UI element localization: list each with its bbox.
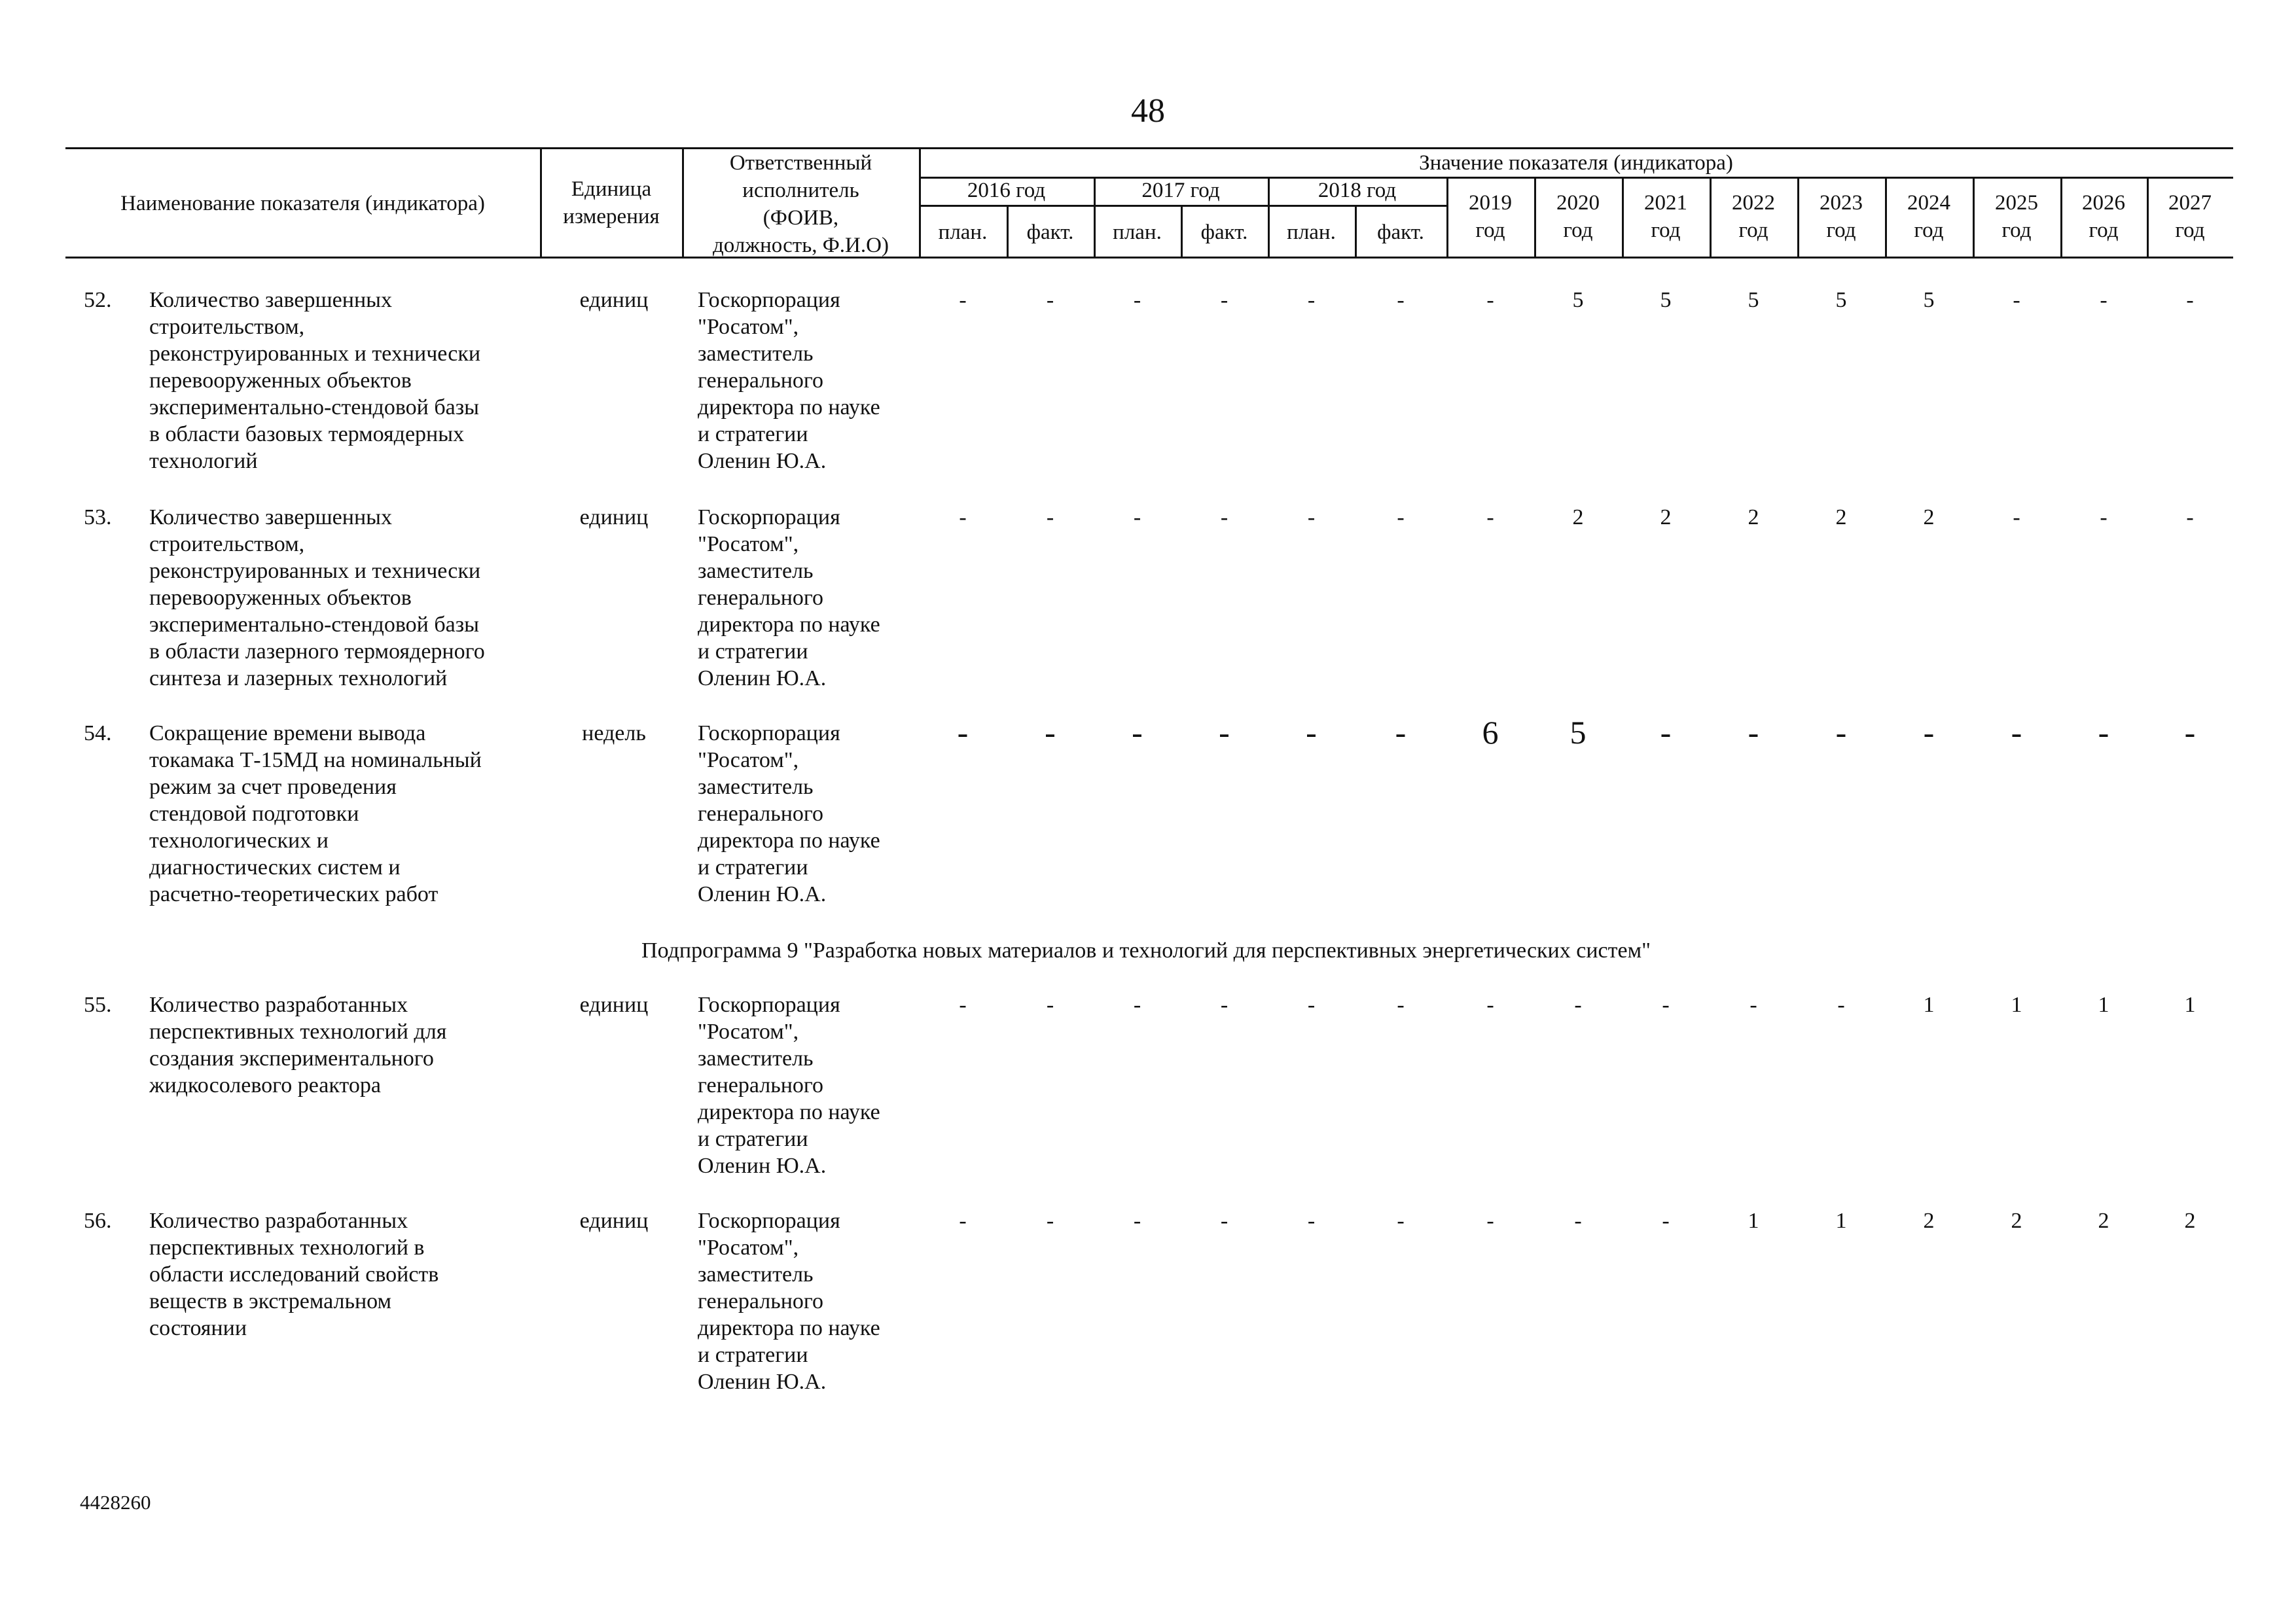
value-cell: - [1397,505,1405,529]
value-cell: 1 [1748,1209,1759,1233]
value-cell: 5 [1923,288,1935,312]
header-year-number: 2024 [1907,191,1950,215]
value-cell: - [2013,505,2020,529]
value-cell: - [1397,288,1405,312]
value-cell: - [1046,993,1054,1017]
header-year-number: 2025 [1995,191,2038,215]
row-number: 52. [84,288,112,312]
value-cell: - [2184,714,2196,751]
header-year-2026 [2060,189,2147,244]
indicator-name: Количество разработанных перспективных технологий для создания экспериментального жидкосолевого реактора [149,993,447,1097]
unit-of-measure: единиц [579,1209,649,1233]
value-cell: 5 [1835,288,1847,312]
header-executor-line: должность, Ф.И.О) [713,234,889,257]
row-number: 56. [84,1209,112,1233]
responsible-executor: Госкорпорация "Росатом", заместитель генерального директора по науке и стратегии Оленин Ю.А. [698,721,880,906]
value-cell: - [1307,288,1316,312]
row-number: 54. [84,721,112,745]
header-year-word: год [2001,219,2032,242]
header-year-number: 2022 [1732,191,1775,215]
header-bottom-rule [65,257,2233,259]
value-cell: - [1219,714,1230,751]
value-cell: - [1486,1209,1494,1233]
value-cell: 2 [1923,1209,1935,1233]
value-cell: - [959,993,967,1017]
header-year-2023 [1797,189,1885,244]
header-year-word: год [1563,219,1593,242]
value-cell: - [957,714,969,751]
page-number: 48 [1131,92,1165,130]
value-cell: - [2186,288,2194,312]
value-cell: - [2186,505,2194,529]
value-cell: - [2098,714,2109,751]
header-unit-line: Единица [571,177,652,201]
value-cell: - [1132,714,1143,751]
value-cell: - [1220,288,1229,312]
value-cell: - [1397,1209,1405,1233]
value-cell: - [1133,993,1141,1017]
unit-of-measure: единиц [579,993,649,1017]
value-cell: 2 [1748,505,1759,529]
value-cell: - [1046,1209,1054,1233]
header-year-2020 [1534,189,1622,244]
header-name-col: Наименование показателя (индикатора) [120,192,485,215]
header-year-2022 [1710,189,1797,244]
header-plan: план. [938,221,988,244]
value-cell: 1 [1923,993,1935,1017]
responsible-executor: Госкорпорация "Росатом", заместитель генерального директора по науке и стратегии Оленин Ю.А. [698,993,880,1178]
value-cell: 5 [1572,288,1584,312]
header-values-group: Значение показателя (индикатора) [1419,151,1733,175]
header-year-2027 [2147,189,2233,244]
header-year-2019 [1446,189,1534,244]
value-cell: - [1307,993,1316,1017]
header-year-number: 2021 [1644,191,1687,215]
subprogram-heading [0,937,2296,964]
value-cell: - [1045,714,1056,751]
unit-of-measure: единиц [579,288,649,312]
responsible-executor: Госкорпорация "Росатом", заместитель генерального директора по науке и стратегии Оленин Ю.А. [698,288,880,473]
value-cell: - [1307,505,1316,529]
responsible-executor: Госкорпорация "Росатом", заместитель генерального директора по науке и стратегии Оленин Ю.А. [698,505,880,690]
header-plan: план. [1113,221,1162,244]
header-year-2025 [1973,189,2060,244]
value-cell: 5 [1660,288,1672,312]
value-cell: - [1395,714,1407,751]
value-cell: 2 [1923,505,1935,529]
header-year-2018: 2018 год [1318,179,1397,202]
header-year-word: год [1826,219,1856,242]
indicator-name: Сокращение времени вывода токамака Т-15МД на номинальный режим за счет проведения стендовой подготовки технологических и диагностических систем и расчетно-теоретических работ [149,721,482,906]
value-cell: - [1307,1209,1316,1233]
value-cell: - [1133,505,1141,529]
plan-fact-rule [919,205,1447,207]
value-cell: 2 [2011,1209,2022,1233]
value-cell: - [1486,505,1494,529]
value-cell: 5 [1570,714,1587,751]
header-year-2024 [1885,189,1973,244]
header-fact: факт. [1377,221,1424,244]
indicator-name: Количество завершенных строительством, реконструированных и технически перевооруженных объектов экспериментально-стендовой базы в области лазерного термоядерного синтеза и лазерных технологий [149,505,485,690]
header-year-word: год [1475,219,1505,242]
value-cell: - [1749,993,1757,1017]
unit-of-measure: недель [582,721,646,745]
value-cell: - [1835,714,1847,751]
header-fact: факт. [1026,221,1074,244]
header-year-2016: 2016 год [967,179,1046,202]
value-cell: 5 [1748,288,1759,312]
header-year-word: год [2089,219,2119,242]
header-year-number: 2027 [2168,191,2212,215]
header-year-word: год [2175,219,2205,242]
value-cell: - [2011,714,2022,751]
value-cell: - [2100,505,2108,529]
header-year-2021 [1622,189,1710,244]
header-fact: факт. [1200,221,1248,244]
value-cell: - [1574,1209,1582,1233]
header-executor-line: исполнитель [742,179,859,202]
header-executor-line: (ФОИВ, [762,206,839,230]
value-cell: - [2100,288,2108,312]
responsible-executor: Госкорпорация "Росатом", заместитель генерального директора по науке и стратегии Оленин Ю.А. [698,1209,880,1394]
header-unit-col [541,175,682,230]
value-cell: - [1306,714,1317,751]
row-number: 55. [84,993,112,1017]
value-cell: - [1397,993,1405,1017]
subprogram-title: Подпрограмма 9 "Разработка новых материалов и технологий для перспективных энергетических систем" [641,938,1651,963]
value-cell: 6 [1482,714,1499,751]
value-cell: 1 [2011,993,2022,1017]
value-cell: - [1486,288,1494,312]
header-year-word: год [1738,219,1768,242]
header-year-word: год [1914,219,1944,242]
value-cell: 2 [1572,505,1584,529]
value-cell: - [1046,288,1054,312]
value-cell: - [1662,1209,1670,1233]
value-cell: 2 [1660,505,1672,529]
header-unit-line: измерения [563,205,660,228]
value-cell: 1 [2184,993,2196,1017]
value-cell: - [1574,993,1582,1017]
value-cell: - [1486,993,1494,1017]
value-cell: - [959,1209,967,1233]
value-cell: - [2013,288,2020,312]
value-cell: - [1837,993,1845,1017]
header-year-number: 2023 [1820,191,1863,215]
value-cell: - [1220,993,1229,1017]
header-executor-line: Ответственный [729,151,872,175]
header-year-number: 2026 [2082,191,2125,215]
value-cell: - [959,505,967,529]
value-cell: 2 [1835,505,1847,529]
value-cell: 2 [2098,1209,2109,1233]
value-cell: - [1662,993,1670,1017]
value-cell: 1 [1835,1209,1847,1233]
header-year-number: 2019 [1469,191,1512,215]
document-code: 4428260 [80,1491,151,1514]
header-executor-col [683,149,919,259]
header-year-word: год [1651,219,1681,242]
header-plan: план. [1287,221,1336,244]
unit-of-measure: единиц [579,505,649,529]
value-cell: - [1046,505,1054,529]
header-year-number: 2020 [1556,191,1600,215]
value-cell: 2 [2184,1209,2196,1233]
value-cell: - [1220,1209,1229,1233]
value-cell: - [1133,288,1141,312]
value-cell: - [1748,714,1759,751]
row-number: 53. [84,505,112,529]
indicator-name: Количество разработанных перспективных технологий в области исследований свойств веществ в экстремальном состоянии [149,1209,439,1340]
value-cell: - [1133,1209,1141,1233]
value-cell: 1 [2098,993,2109,1017]
header-year-2017: 2017 год [1141,179,1220,202]
value-cell: - [1923,714,1935,751]
value-cell: - [1220,505,1229,529]
indicator-name: Количество завершенных строительством, реконструированных и технически перевооруженных объектов экспериментально-стендовой базы в области базовых термоядерных технологий [149,288,481,473]
value-cell: - [959,288,967,312]
value-cell: - [1660,714,1672,751]
